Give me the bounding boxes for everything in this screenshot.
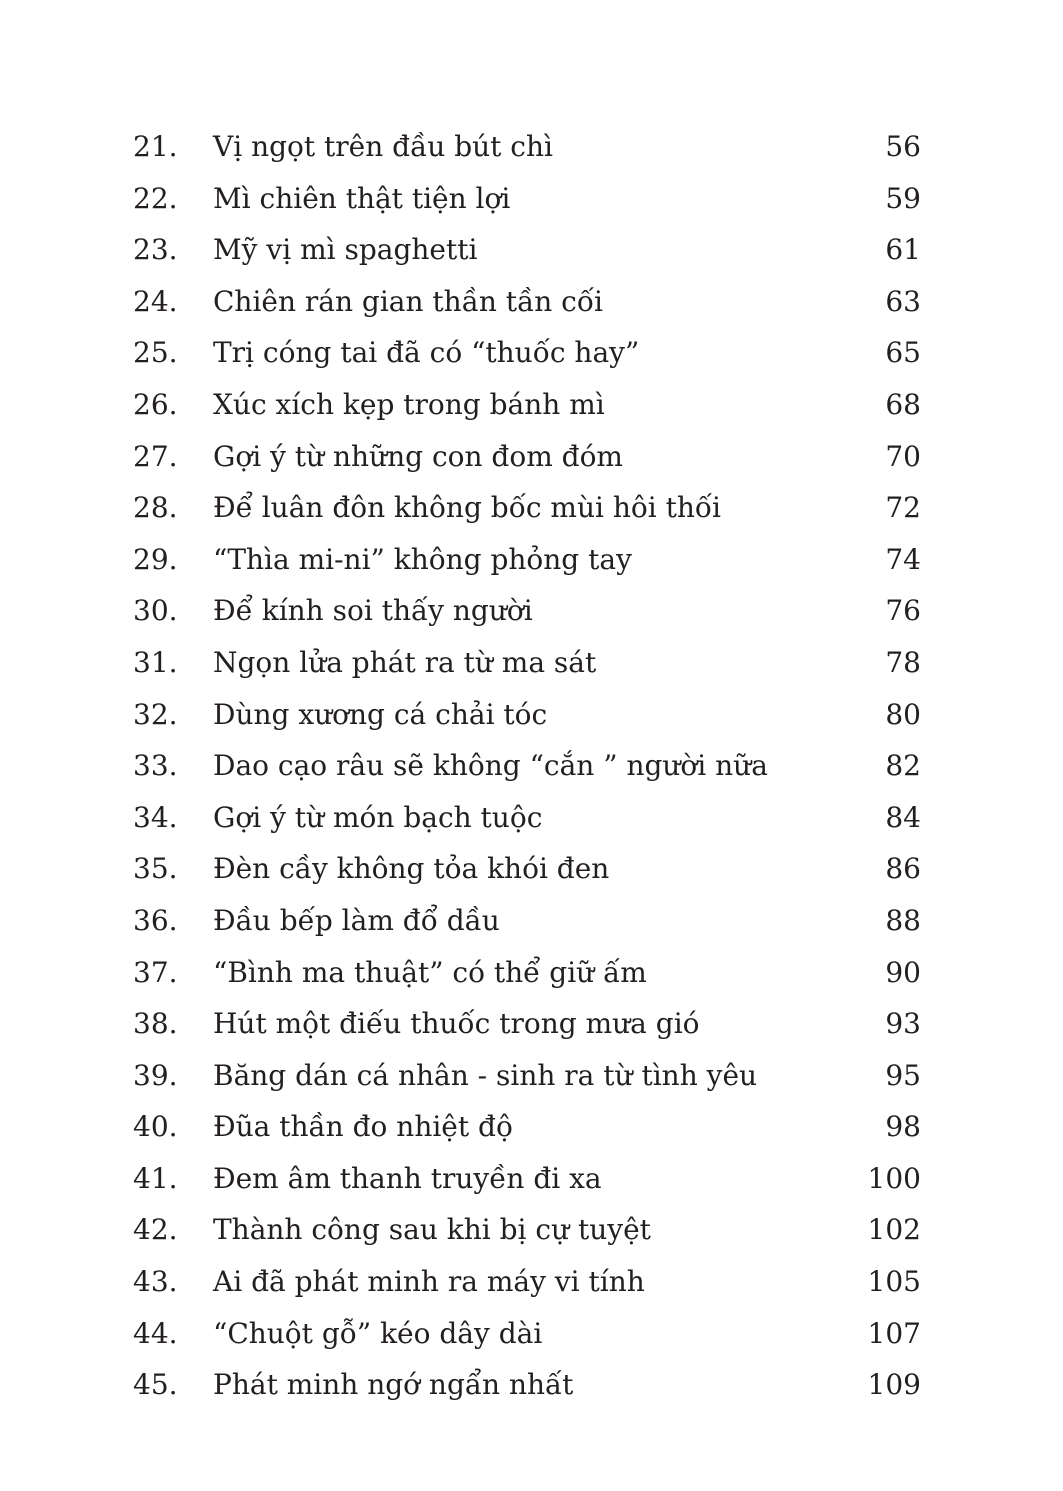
toc-entry[interactable] <box>133 740 921 792</box>
entry-number: 28. <box>133 491 178 525</box>
entry-number: 29. <box>133 542 178 576</box>
entry-number: 31. <box>133 645 178 679</box>
entry-title: Ai đã phát minh ra máy vi tính <box>213 1265 645 1299</box>
entry-page: 109 <box>867 1368 921 1402</box>
entry-title: Phát minh ngớ ngẩn nhất <box>213 1368 574 1402</box>
entry-title: Mì chiên thật tiện lợi <box>213 181 511 215</box>
entry-page: 107 <box>867 1316 921 1350</box>
entry-number: 30. <box>133 594 178 628</box>
entry-number: 45. <box>133 1368 178 1402</box>
toc-entry[interactable] <box>133 1256 921 1308</box>
entry-number: 21. <box>133 130 178 163</box>
entry-number: 33. <box>133 749 178 783</box>
toc-entry[interactable] <box>133 224 921 276</box>
toc-entry[interactable] <box>133 1359 921 1411</box>
entry-title: Băng dán cá nhân - sinh ra từ tình yêu <box>213 1058 758 1092</box>
entry-page: 88 <box>885 903 921 937</box>
entry-page: 84 <box>885 800 921 834</box>
entry-title: Để luân đôn không bốc mùi hôi thối <box>213 491 721 525</box>
entry-title: “Thìa mi-ni” không phỏng tay <box>213 542 632 576</box>
entry-number: 35. <box>133 852 178 886</box>
entry-page: 68 <box>885 387 921 421</box>
entry-title: Thành công sau khi bị cự tuyệt <box>213 1213 651 1247</box>
toc-entry[interactable] <box>133 895 921 947</box>
toc-entry[interactable] <box>133 534 921 586</box>
entry-title: Đũa thần đo nhiệt độ <box>213 1110 513 1144</box>
toc-entry[interactable] <box>133 121 921 173</box>
entry-number: 38. <box>133 1007 178 1041</box>
entry-page: 70 <box>885 439 921 473</box>
entry-page: 90 <box>885 955 921 989</box>
entry-number: 34. <box>133 800 178 834</box>
entry-number: 36. <box>133 903 178 937</box>
toc-entry[interactable] <box>133 637 921 689</box>
entry-number: 44. <box>133 1316 178 1350</box>
toc-entry[interactable] <box>133 482 921 534</box>
entry-number: 39. <box>133 1058 178 1092</box>
toc-entry[interactable] <box>133 792 921 844</box>
entry-number: 23. <box>133 233 178 267</box>
entry-title: Để kính soi thấy người <box>213 594 533 628</box>
toc-entry[interactable] <box>133 1050 921 1102</box>
entry-title: Dao cạo râu sẽ không “cắn ” người nữa <box>213 749 768 783</box>
entry-page: 100 <box>867 1161 921 1195</box>
entry-number: 42. <box>133 1213 178 1247</box>
toc-entry[interactable] <box>133 327 921 379</box>
entry-page: 86 <box>885 852 921 886</box>
entry-title: “Bình ma thuật” có thể giữ ấm <box>213 955 647 989</box>
entry-title: Chiên rán gian thần tần cối <box>213 284 603 318</box>
entry-title: Xúc xích kẹp trong bánh mì <box>213 387 605 421</box>
entry-title: Đèn cầy không tỏa khói đen <box>213 852 610 886</box>
entry-page: 98 <box>885 1110 921 1144</box>
entry-number: 40. <box>133 1110 178 1144</box>
entry-number: 32. <box>133 697 178 731</box>
entry-title: Hút một điếu thuốc trong mưa gió <box>213 1007 700 1041</box>
toc-entry[interactable] <box>133 998 921 1050</box>
toc-entry[interactable] <box>133 843 921 895</box>
entry-page: 63 <box>885 284 921 318</box>
entry-page: 80 <box>885 697 921 731</box>
entry-page: 82 <box>885 749 921 783</box>
entry-title: Vị ngọt trên đầu bút chì <box>213 130 553 163</box>
entry-title: Ngọn lửa phát ra từ ma sát <box>213 645 597 679</box>
toc-entry[interactable] <box>133 173 921 225</box>
entry-page: 56 <box>885 130 921 163</box>
toc-entry[interactable] <box>133 1153 921 1205</box>
toc-entry[interactable] <box>133 1101 921 1153</box>
entry-number: 24. <box>133 284 178 318</box>
toc-entry[interactable] <box>133 1308 921 1360</box>
entry-number: 41. <box>133 1161 178 1195</box>
entry-page: 93 <box>885 1007 921 1041</box>
entry-number: 25. <box>133 336 178 370</box>
entry-page: 72 <box>885 491 921 525</box>
entry-number: 43. <box>133 1265 178 1299</box>
entry-number: 37. <box>133 955 178 989</box>
entry-number: 22. <box>133 181 178 215</box>
entry-page: 105 <box>867 1265 921 1299</box>
toc-entry[interactable] <box>133 689 921 741</box>
entry-page: 59 <box>885 181 921 215</box>
entry-page: 78 <box>885 645 921 679</box>
entry-title: Đầu bếp làm đổ dầu <box>213 903 500 937</box>
entry-title: Gợi ý từ những con đom đóm <box>213 439 623 473</box>
entry-page: 76 <box>885 594 921 628</box>
table-of-contents <box>133 121 921 1411</box>
entry-number: 26. <box>133 387 178 421</box>
entry-title: “Chuột gỗ” kéo dây dài <box>213 1316 543 1350</box>
toc-entry[interactable] <box>133 379 921 431</box>
entry-page: 65 <box>885 336 921 370</box>
entry-title: Gợi ý từ món bạch tuộc <box>213 800 543 834</box>
entry-title: Mỹ vị mì spaghetti <box>213 233 478 267</box>
toc-entry[interactable] <box>133 276 921 328</box>
toc-entry[interactable] <box>133 585 921 637</box>
entry-page: 102 <box>867 1213 921 1247</box>
entry-page: 95 <box>885 1058 921 1092</box>
entry-title: Trị cóng tai đã có “thuốc hay” <box>213 336 640 370</box>
toc-entry[interactable] <box>133 1204 921 1256</box>
entry-title: Dùng xương cá chải tóc <box>213 697 548 731</box>
toc-entry[interactable] <box>133 947 921 999</box>
entry-page: 74 <box>885 542 921 576</box>
entry-number: 27. <box>133 439 178 473</box>
toc-entry[interactable] <box>133 431 921 483</box>
entry-title: Đem âm thanh truyền đi xa <box>213 1161 602 1195</box>
entry-page: 61 <box>885 233 921 267</box>
